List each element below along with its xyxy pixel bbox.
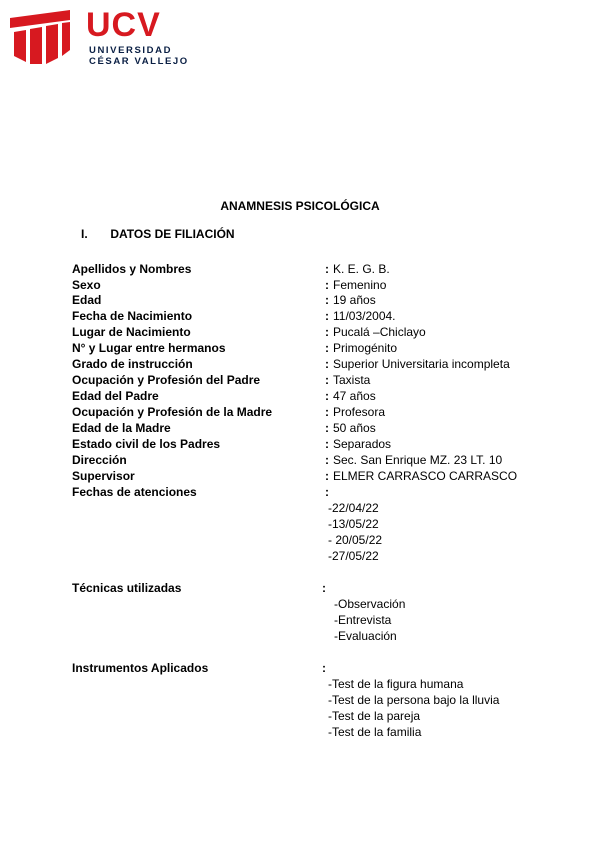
field-value: K. E. G. B. <box>333 262 390 276</box>
field-label: Estado civil de los Padres <box>72 437 221 451</box>
field-label: Supervisor <box>72 469 135 483</box>
field-separator: : <box>325 373 329 387</box>
field-separator: : <box>325 278 329 292</box>
field-separator: : <box>325 469 329 483</box>
technique-item: -Evaluación <box>334 629 397 643</box>
instrument-item: -Test de la pareja <box>328 709 421 723</box>
field-label: Dirección <box>72 453 127 467</box>
field-separator: : <box>325 325 329 339</box>
date-item: -22/04/22 <box>328 501 379 515</box>
field-label: Lugar de Nacimiento <box>72 325 191 339</box>
field-value: Pucalá –Chiclayo <box>333 325 426 339</box>
techniques-separator: : <box>322 581 326 595</box>
field-separator: : <box>325 437 329 451</box>
field-value: Profesora <box>333 405 386 419</box>
field-label: Fechas de atenciones <box>72 485 197 499</box>
section-heading <box>81 227 235 241</box>
field-value: Sec. San Enrique MZ. 23 LT. 10 <box>333 453 503 467</box>
section-number: I. <box>81 227 88 241</box>
field-separator: : <box>325 421 329 435</box>
field-label: Grado de instrucción <box>72 357 193 371</box>
field-value: Femenino <box>333 278 387 292</box>
field-label: Edad <box>72 293 102 307</box>
instrument-item: -Test de la figura humana <box>328 677 464 691</box>
field-label: N° y Lugar entre hermanos <box>72 341 226 355</box>
field-value: 19 años <box>333 293 376 307</box>
field-separator: : <box>325 293 329 307</box>
field-label: Edad del Padre <box>72 389 159 403</box>
field-separator: : <box>325 357 329 371</box>
field-value: 50 años <box>333 421 376 435</box>
field-value: Superior Universitaria incompleta <box>333 357 510 371</box>
instrument-item: -Test de la persona bajo la lluvia <box>328 693 500 707</box>
field-separator: : <box>325 309 329 323</box>
ucv-logo <box>8 6 189 67</box>
instruments-separator: : <box>322 661 326 675</box>
instruments-label: Instrumentos Aplicados <box>72 661 209 675</box>
field-value: 11/03/2004. <box>333 309 396 323</box>
field-value: Taxista <box>333 373 371 387</box>
techniques-label: Técnicas utilizadas <box>72 581 182 595</box>
field-separator: : <box>325 453 329 467</box>
field-label: Ocupación y Profesión de la Madre <box>72 405 273 419</box>
field-separator: : <box>325 262 329 276</box>
field-value: Primogénito <box>333 341 398 355</box>
instrument-item: -Test de la familia <box>328 725 422 739</box>
field-separator: : <box>325 405 329 419</box>
field-label: Apellidos y Nombres <box>72 262 192 276</box>
field-label: Fecha de Nacimiento <box>72 309 193 323</box>
technique-item: -Observación <box>334 597 406 611</box>
logo-line-1: UNIVERSIDAD <box>89 45 173 56</box>
ucv-emblem-icon <box>8 8 72 66</box>
field-label: Edad de la Madre <box>72 421 171 435</box>
field-value: ELMER CARRASCO CARRASCO <box>333 469 518 483</box>
field-value: Separados <box>333 437 392 451</box>
field-label: Ocupación y Profesión del Padre <box>72 373 261 387</box>
document-title: ANAMNESIS PSICOLÓGICA <box>220 199 380 213</box>
field-separator: : <box>325 341 329 355</box>
section-title: DATOS DE FILIACIÓN <box>110 227 235 241</box>
date-item: -13/05/22 <box>328 517 379 531</box>
date-item: -27/05/22 <box>328 549 379 563</box>
field-separator: : <box>325 389 329 403</box>
field-value: 47 años <box>333 389 376 403</box>
date-item: - 20/05/22 <box>328 533 383 547</box>
technique-item: -Entrevista <box>334 613 392 627</box>
field-separator: : <box>325 485 329 499</box>
field-label: Sexo <box>72 278 101 292</box>
logo-acronym: UCV <box>86 6 161 44</box>
logo-line-2: CÉSAR VALLEJO <box>89 56 189 67</box>
